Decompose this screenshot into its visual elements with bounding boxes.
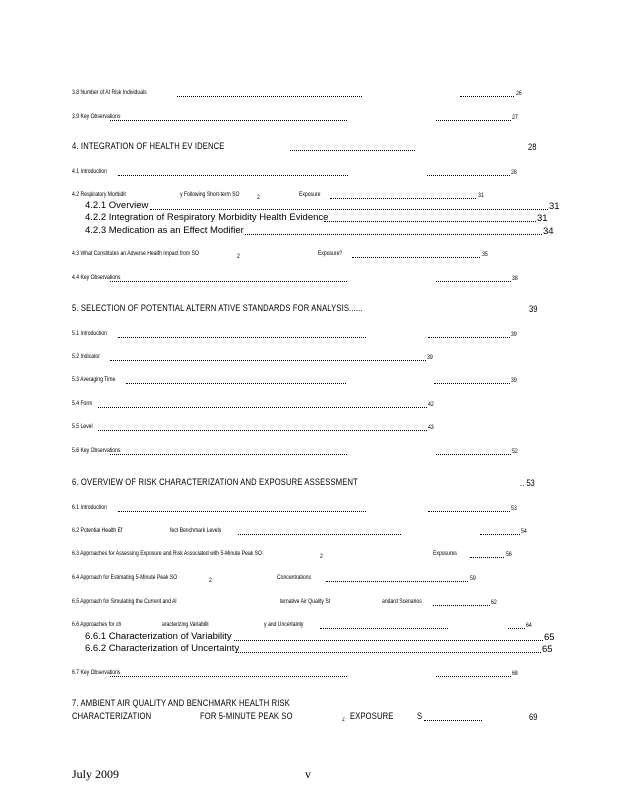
subscript-2: 2 [209, 577, 212, 584]
toc-entry-5-2: 5.2 Indicator [72, 353, 100, 360]
toc-page-number: 38 [512, 275, 518, 282]
toc-leader [326, 581, 468, 582]
toc-leader [434, 383, 510, 384]
toc-entry-5-4: 5.4 Form [72, 400, 93, 407]
toc-page-number: 64 [526, 622, 532, 629]
toc-entry-4-4: 4.4 Key Observations [72, 274, 121, 281]
toc-leader [320, 628, 448, 629]
toc-entry-5-6: 5.6 Key Observations [72, 447, 121, 454]
toc-entry-6-5-cont: andard Scenarios [382, 598, 422, 605]
toc-leader [508, 628, 525, 629]
toc-page-number: 52 [512, 448, 518, 455]
toc-leader [177, 96, 362, 97]
toc-entry-3-9: 3.9 Key Observations [72, 113, 121, 120]
toc-leader [460, 96, 514, 97]
toc-section-6: 6. OVERVIEW OF RISK CHARACTERIZATION AND EXPOSURE ASSESSMENT [72, 477, 358, 488]
toc-leader [245, 234, 542, 235]
toc-entry-4-3-cont: Exposure? [318, 250, 343, 257]
toc-leader [110, 281, 347, 282]
toc-leader [98, 430, 427, 431]
toc-leader [470, 557, 504, 558]
toc-entry-6-6-1: 6.6.1 Characterization of Variability [85, 631, 232, 642]
toc-page-number: 69 [529, 712, 538, 723]
toc-page-number: 28 [511, 169, 517, 176]
toc-section-7-line2: CHARACTERIZATION [72, 711, 152, 722]
toc-leader [324, 221, 536, 222]
toc-page-number: .. 53 [520, 478, 535, 489]
footer-page-number: v [305, 767, 311, 781]
toc-entry-4-2: 4.2 Respiratory Morbidit [72, 191, 126, 198]
toc-entry-6-6: 6.6 Approaches for ch [72, 621, 122, 628]
toc-entry-6-3: 6.3 Approaches for Assessing Exposure and Risk Associated with 5-Minute Peak SO [72, 550, 262, 557]
toc-entry-6-1: 6.1 Introduction [72, 504, 107, 511]
toc-page-number: 39 [511, 331, 517, 338]
toc-page-number: 35 [482, 251, 488, 258]
toc-leader [238, 534, 401, 535]
toc-leader [428, 511, 510, 512]
toc-entry-6-2-cont: fect Benchmark Levels [170, 527, 222, 534]
toc-entry-4-2-1: 4.2.1 Overview [85, 200, 149, 211]
toc-entry-3-8: 3.8 Number of At Risk Individuals [72, 89, 147, 96]
toc-entry-6-3-cont: Exposures [433, 550, 457, 557]
toc-entry-5-5: 5.5 Level [72, 423, 93, 430]
toc-section-7-line2-cont: FOR 5-MINUTE PEAK SO [200, 711, 293, 722]
toc-page-number: 42 [428, 401, 434, 408]
toc-leader [427, 175, 510, 176]
subscript-2: 2 [237, 253, 240, 260]
toc-page-number: 68 [512, 670, 518, 677]
toc-page-number: 34 [543, 226, 554, 237]
footer-date: July 2009 [72, 767, 120, 781]
toc-entry-4-1: 4.1 Introduction [72, 168, 107, 175]
toc-leader [290, 150, 415, 151]
toc-page-number: 54 [521, 528, 527, 535]
toc-page-number: 65 [542, 644, 553, 655]
toc-page-number: 31 [478, 192, 484, 199]
toc-page-number: 39 [529, 304, 538, 315]
toc-page-number: 56 [506, 551, 512, 558]
subscript-2: 2 [342, 717, 345, 723]
toc-entry-4-2-cont: y Following Short-term SO [180, 191, 240, 198]
toc-section-5: 5. SELECTION OF POTENTIAL ALTERN ATIVE STANDARDS FOR ANALYSIS...... [72, 303, 363, 314]
toc-leader [150, 209, 548, 210]
toc-entry-6-4: 6.4 Approach for Estimating 5-Minute Peak SO [72, 574, 178, 581]
toc-entry-6-5: 6.5 Approach for Simulating the Current and Al [72, 598, 177, 605]
toc-leader [110, 676, 347, 677]
subscript-2: 2 [320, 553, 323, 560]
toc-leader [330, 198, 476, 199]
toc-leader [433, 605, 490, 606]
toc-leader [118, 337, 366, 338]
toc-leader [110, 454, 347, 455]
toc-page-number: 39 [427, 354, 433, 361]
toc-page-number: 59 [470, 575, 476, 582]
toc-leader [436, 281, 511, 282]
toc-page-number: 43 [428, 424, 434, 431]
toc-leader [424, 720, 482, 721]
toc-section-7-line2-cont: S [417, 711, 423, 722]
toc-entry-4-2-2: 4.2.2 Integration of Respiratory Morbidity Health Evidence [85, 212, 329, 223]
toc-section-7-line2-cont: EXPOSURE [350, 711, 394, 722]
toc-leader [436, 454, 511, 455]
toc-leader [110, 120, 347, 121]
toc-entry-6-6-cont: y and Uncertainty [264, 621, 304, 628]
toc-leader [236, 652, 541, 653]
toc-entry-6-7: 6.7 Key Observations [72, 669, 121, 676]
toc-leader [436, 120, 511, 121]
toc-page-number: 28 [528, 142, 537, 153]
toc-section-7-line1: 7. AMBIENT AIR QUALITY AND BENCHMARK HEALTH RISK [72, 698, 291, 709]
toc-leader [118, 175, 348, 176]
toc-leader [480, 534, 520, 535]
toc-entry-6-2: 6.2 Potential Health Ef [72, 527, 123, 534]
toc-page-number: 31 [549, 201, 560, 212]
toc-entry-4-3: 4.3 What Constitutes an Adverse Health Impact from SO [72, 250, 199, 257]
toc-entry-6-6-2: 6.6.2 Characterization of Uncertainty [85, 643, 240, 654]
toc-section-4: 4. INTEGRATION OF HEALTH EV IDENCE [72, 141, 225, 152]
toc-page-number: 62 [491, 599, 497, 606]
toc-entry-4-2-3: 4.2.3 Medication as an Effect Modifier [85, 225, 244, 236]
toc-page-number: 53 [511, 505, 517, 512]
toc-leader [428, 337, 510, 338]
toc-leader [98, 407, 427, 408]
subscript-2: 2 [257, 194, 260, 201]
toc-entry-5-1: 5.1 Introduction [72, 330, 107, 337]
toc-page-number: 65 [544, 632, 555, 643]
toc-page-number: 31 [537, 213, 548, 224]
toc-leader [234, 640, 543, 641]
toc-entry-4-2-cont: Exposure [299, 191, 321, 198]
toc-leader [110, 360, 426, 361]
toc-leader [118, 511, 366, 512]
toc-leader [436, 676, 511, 677]
toc-page-number: 27 [512, 114, 518, 121]
toc-page-number: 39 [511, 377, 517, 384]
toc-page-number: 26 [516, 90, 522, 97]
toc-entry-6-5-cont: ternative Air Quality St [280, 598, 331, 605]
toc-entry-5-3: 5.3 Averaging Time [72, 376, 116, 383]
toc-leader [352, 257, 480, 258]
toc-entry-6-6-cont: aracterizing Variabilit [162, 621, 209, 628]
toc-leader [126, 383, 346, 384]
toc-entry-6-4-cont: Concentrations [277, 574, 312, 581]
